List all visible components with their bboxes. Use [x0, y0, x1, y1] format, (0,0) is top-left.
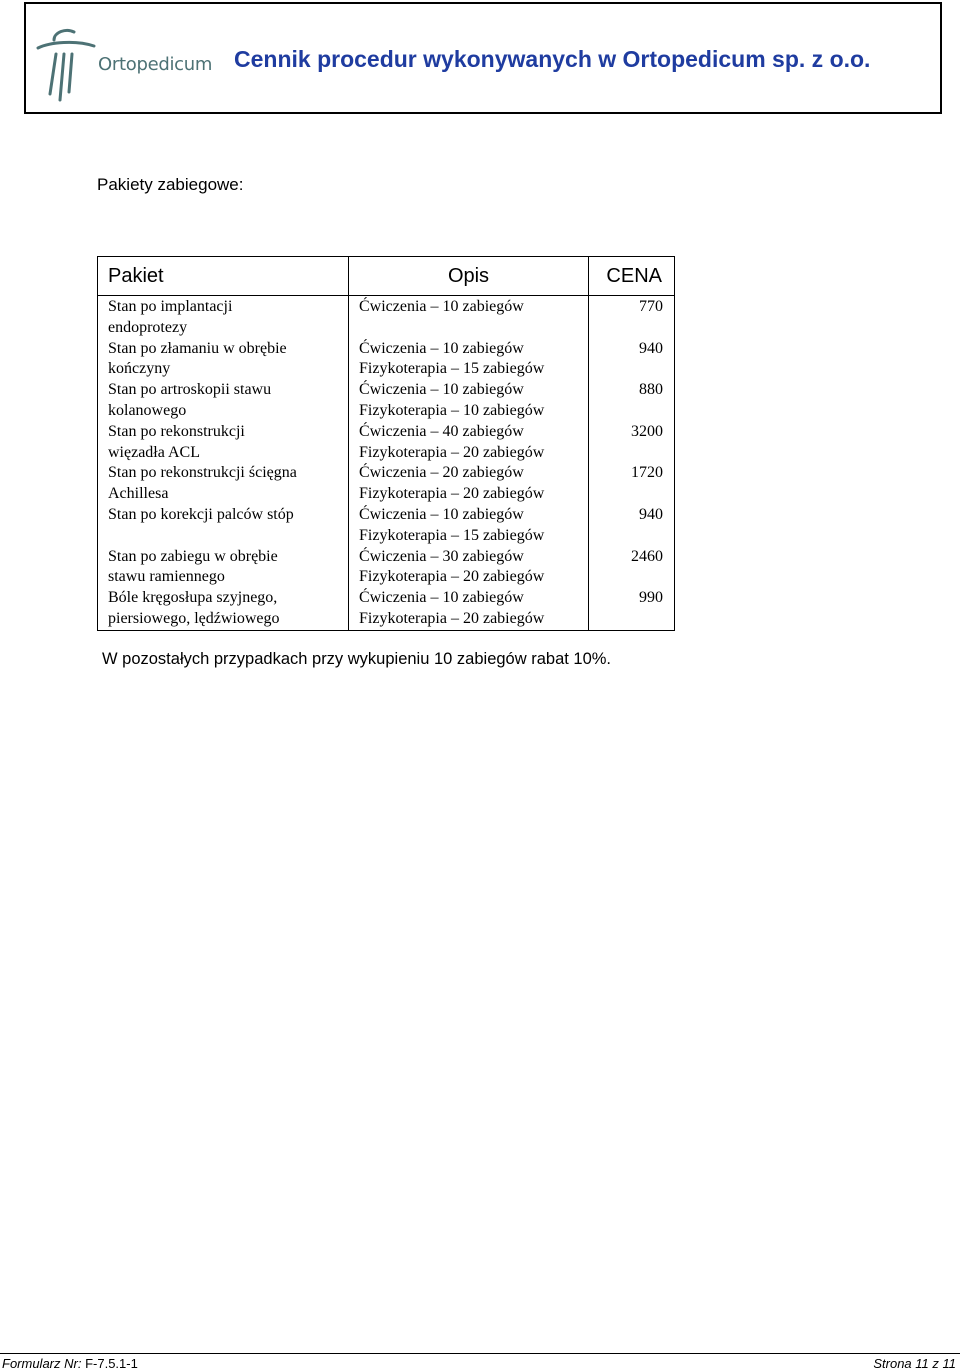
- cena-cell: 1720: [589, 463, 675, 505]
- cena-cell: 3200: [589, 422, 675, 464]
- cena-cell: 880: [589, 380, 675, 422]
- logo: [36, 18, 213, 104]
- cena-cell: 990: [589, 588, 675, 630]
- form-label: Formularz Nr:: [2, 1356, 82, 1371]
- pakiet-cell: Stan po artroskopii stawu kolanowego: [98, 380, 349, 422]
- table-row: [98, 463, 675, 505]
- section-title: Pakiety zabiegowe:: [97, 175, 244, 194]
- column-header-pakiet: Pakiet: [98, 257, 349, 296]
- header-box: [24, 2, 942, 114]
- column-header-opis: Opis: [349, 257, 589, 296]
- table-row: [98, 505, 675, 547]
- table-row: [98, 547, 675, 589]
- opis-cell: Ćwiczenia – 40 zabiegów Fizykoterapia – 20 zabiegów: [349, 422, 589, 464]
- table-row: [98, 296, 675, 339]
- opis-cell: Ćwiczenia – 10 zabiegów: [349, 296, 589, 339]
- discount-note: W pozostałych przypadkach przy wykupieniu 10 zabiegów rabat 10%.: [102, 650, 612, 668]
- logo-text: Ortopedicum: [98, 54, 213, 75]
- document-title: Cennik procedur wykonywanych w Ortopedicum sp. z o.o.: [234, 46, 871, 72]
- ortopedicum-logo-icon: [36, 18, 96, 104]
- pakiet-cell: Bóle kręgosłupa szyjnego, piersiowego, lędźwiowego: [98, 588, 349, 630]
- pakiet-cell: Stan po implantacji endoprotezy: [98, 296, 349, 339]
- pakiet-cell: Stan po rekonstrukcji ścięgna Achillesa: [98, 463, 349, 505]
- opis-cell: Ćwiczenia – 30 zabiegów Fizykoterapia – 20 zabiegów: [349, 547, 589, 589]
- opis-cell: Ćwiczenia – 10 zabiegów Fizykoterapia – 15 zabiegów: [349, 339, 589, 381]
- pakiet-cell: Stan po rekonstrukcji więzadła ACL: [98, 422, 349, 464]
- opis-cell: Ćwiczenia – 10 zabiegów Fizykoterapia – 15 zabiegów: [349, 505, 589, 547]
- opis-cell: Ćwiczenia – 10 zabiegów Fizykoterapia – 10 zabiegów: [349, 380, 589, 422]
- pakiet-cell: Stan po korekcji palców stóp: [98, 505, 349, 547]
- page-number: Strona 11 z 11: [873, 1356, 956, 1371]
- table-row: [98, 380, 675, 422]
- table-row: [98, 339, 675, 381]
- opis-cell: Ćwiczenia – 10 zabiegów Fizykoterapia – 20 zabiegów: [349, 588, 589, 630]
- table-row: [98, 422, 675, 464]
- form-number: [2, 1356, 138, 1371]
- table-row: [98, 588, 675, 630]
- cena-cell: 940: [589, 339, 675, 381]
- pakiet-cell: Stan po zabiegu w obrębie stawu ramiennego: [98, 547, 349, 589]
- opis-cell: Ćwiczenia – 20 zabiegów Fizykoterapia – 20 zabiegów: [349, 463, 589, 505]
- form-code: F-7.5.1-1: [85, 1356, 138, 1371]
- price-table: [97, 256, 675, 631]
- cena-cell: 940: [589, 505, 675, 547]
- column-header-cena: CENA: [589, 257, 675, 296]
- table-header-row: [98, 257, 675, 296]
- cena-cell: 770: [589, 296, 675, 339]
- footer-divider: [0, 1353, 960, 1354]
- pakiet-cell: Stan po złamaniu w obrębie kończyny: [98, 339, 349, 381]
- cena-cell: 2460: [589, 547, 675, 589]
